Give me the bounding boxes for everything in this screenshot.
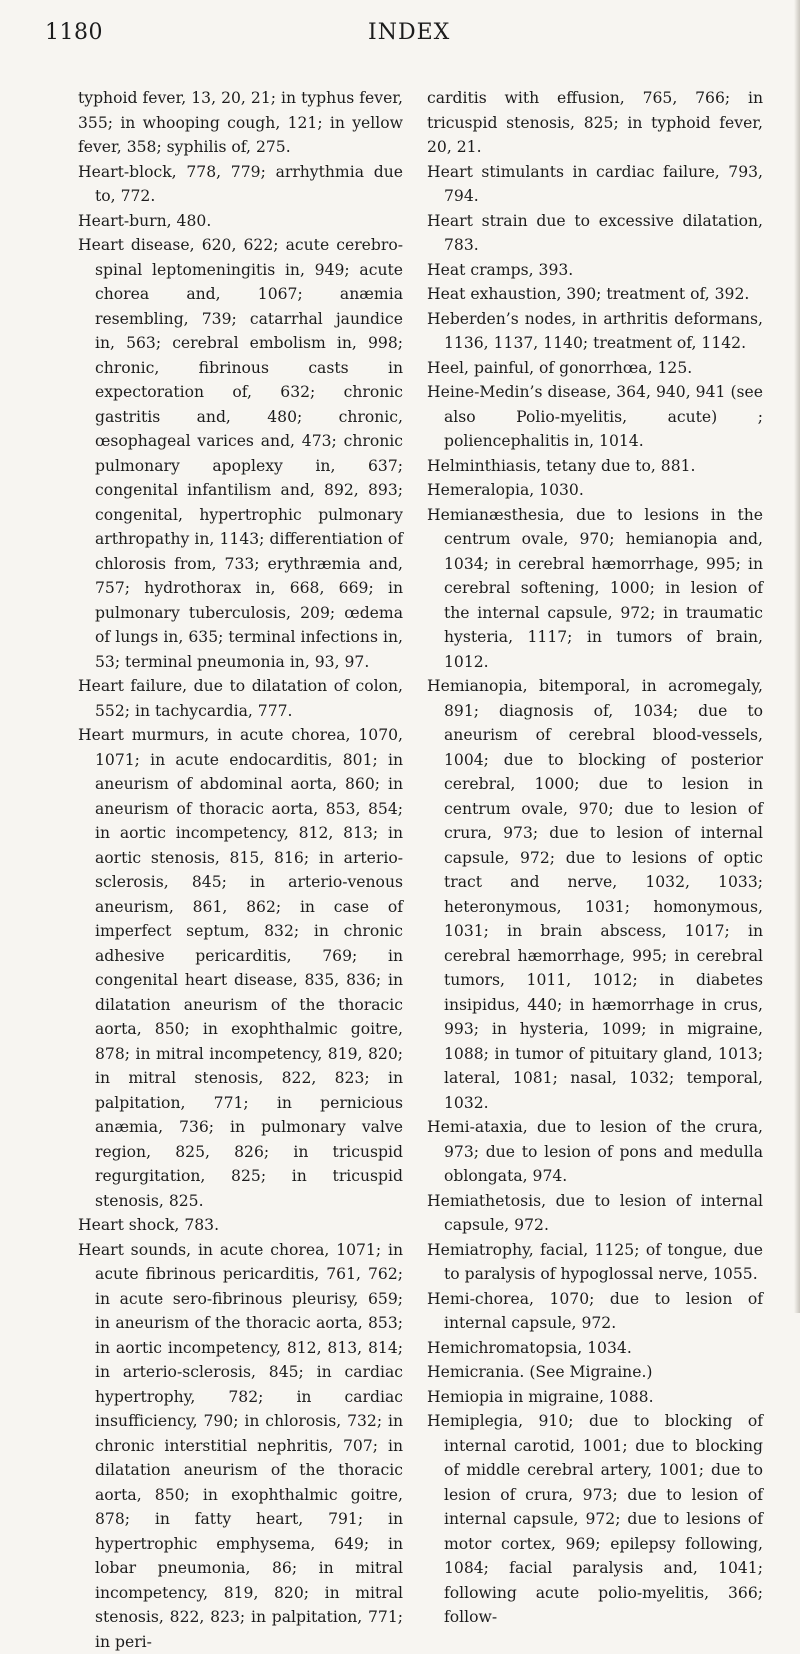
- index-entry: Heart murmurs, in acute chorea, 1070, 1071; in acute endocarditis, 801; in aneurism of abdominal aorta, 860; in aneurism of thoracic aorta, 853, 854; in aortic incompetency, 812, 813; in aortic stenosis, 815, 816; in arterio-sclerosis, 845; in arterio-venous aneurism, 861, 862; in case of imperfect septum, 832; in chronic adhesive pericarditis, 769; in congenital heart disease, 835, 836; in dilatation aneurism of the thoracic aorta, 850; in exophthalmic goitre, 878; in mitral incompetency, 819, 820; in mitral stenosis, 822, 823; in palpitation, 771; in pernicious anæmia, 736; in pulmonary valve region, 825, 826; in tricuspid regurgitation, 825; in tricuspid stenosis, 825.: [78, 723, 403, 1213]
- index-entry: Heel, painful, of gonorrhœa, 125.: [427, 356, 763, 381]
- index-entry: carditis with effusion, 765, 766; in tricuspid stenosis, 825; in typhoid fever, 20, 21.: [427, 86, 763, 160]
- index-entry: Hemiatrophy, facial, 1125; of tongue, due to paralysis of hypoglossal nerve, 1055.: [427, 1238, 763, 1287]
- index-entry: Heat cramps, 393.: [427, 258, 763, 283]
- index-entry: Heat exhaustion, 390; treatment of, 392.: [427, 282, 763, 307]
- index-entry: Hemicrania. (See Migraine.): [427, 1360, 763, 1385]
- index-entry: Heberden’s nodes, in arthritis deformans, 1136, 1137, 1140; treatment of, 1142.: [427, 307, 763, 356]
- index-entry: Heart shock, 783.: [78, 1213, 403, 1238]
- index-entry: Heine-Medin’s disease, 364, 940, 941 (see also Polio-myelitis, acute) ; poliencephalitis in, 1014.: [427, 380, 763, 454]
- page-number: 1180: [45, 20, 103, 45]
- index-entry: Heart failure, due to dilatation of colon, 552; in tachycardia, 777.: [78, 674, 403, 723]
- index-entry: Heart disease, 620, 622; acute cerebro-spinal leptomeningitis in, 949; acute chorea and, 1067; anæmia resembling, 739; catarrhal jaundice in, 563; cerebral embolism in, 998; chronic, fibrinous casts in expectoration of, 632; chronic gastritis and, 480; chronic, œsophageal varices and, 473; chronic pulmonary apoplexy in, 637; congenital infantilism and, 892, 893; congenital, hypertrophic pulmonary arthropathy in, 1143; differentiation of chlorosis from, 733; erythræmia and, 757; hydrothorax in, 668, 669; in pulmonary tuberculosis, 209; œdema of lungs in, 635; terminal infections in, 53; terminal pneumonia in, 93, 97.: [78, 233, 403, 674]
- index-entry: Hemiopia in migraine, 1088.: [427, 1385, 763, 1410]
- index-entry: Heart sounds, in acute chorea, 1071; in acute fibrinous pericarditis, 761, 762; in acute sero-fibrinous pleurisy, 659; in aneurism of the thoracic aorta, 853; in aortic incompetency, 812, 813, 814; in arterio-sclerosis, 845; in cardiac hypertrophy, 782; in cardiac insufficiency, 790; in chlorosis, 732; in chronic interstitial nephritis, 707; in dilatation aneurism of the thoracic aorta, 850; in exophthalmic goitre, 878; in fatty heart, 791; in hypertrophic emphysema, 649; in lobar pneumonia, 86; in mitral incompetency, 819, 820; in mitral stenosis, 822, 823; in palpitation, 771; in peri-: [78, 1238, 403, 1654]
- index-entry: Hemi-chorea, 1070; due to lesion of internal capsule, 972.: [427, 1287, 763, 1336]
- index-entry: Helminthiasis, tetany due to, 881.: [427, 454, 763, 479]
- index-entry: typhoid fever, 13, 20, 21; in typhus fever, 355; in whooping cough, 121; in yellow fever, 358; syphilis of, 275.: [78, 86, 403, 160]
- index-entry: Hemeralopia, 1030.: [427, 478, 763, 503]
- index-entry: Hemiathetosis, due to lesion of internal capsule, 972.: [427, 1189, 763, 1238]
- index-entry: Heart strain due to excessive dilatation, 783.: [427, 209, 763, 258]
- index-entry: Hemianæsthesia, due to lesions in the centrum ovale, 970; hemianopia and, 1034; in cerebral hæmorrhage, 995; in cerebral softening, 1000; in lesion of the internal capsule, 972; in traumatic hysteria, 1117; in tumors of brain, 1012.: [427, 503, 763, 675]
- page-edge-shadow: [794, 0, 800, 1313]
- index-entry: Hemichromatopsia, 1034.: [427, 1336, 763, 1361]
- index-entry: Hemi-ataxia, due to lesion of the crura, 973; due to lesion of pons and medulla oblongata, 974.: [427, 1115, 763, 1189]
- index-entry: Heart-burn, 480.: [78, 209, 403, 234]
- index-entry: Heart-block, 778, 779; arrhythmia due to, 772.: [78, 160, 403, 209]
- index-entry: Hemianopia, bitemporal, in acromegaly, 891; diagnosis of, 1034; due to aneurism of cerebral blood-vessels, 1004; due to blocking of posterior cerebral, 1000; due to lesion in centrum ovale, 970; due to lesion of crura, 973; due to lesion of internal capsule, 972; due to lesions of optic tract and nerve, 1032, 1033; heteronymous, 1031; homonymous, 1031; in brain abscess, 1017; in cerebral hæmorrhage, 995; in cerebral tumors, 1011, 1012; in diabetes insipidus, 440; in hæmorrhage in crus, 993; in hysteria, 1099; in migraine, 1088; in tumor of pituitary gland, 1013; lateral, 1081; nasal, 1032; temporal, 1032.: [427, 674, 763, 1115]
- index-entry: Heart stimulants in cardiac failure, 793, 794.: [427, 160, 763, 209]
- index-entry: Hemiplegia, 910; due to blocking of internal carotid, 1001; due to blocking of middle cerebral artery, 1001; due to lesion of crura, 973; due to lesion of internal capsule, 972; due to lesions of motor cortex, 969; epilepsy following, 1084; facial paralysis and, 1041; following acute polio-myelitis, 366; follow-: [427, 1409, 763, 1630]
- index-column-right: [427, 86, 763, 1630]
- page-title: INDEX: [368, 20, 450, 45]
- index-column-left: [78, 86, 403, 1654]
